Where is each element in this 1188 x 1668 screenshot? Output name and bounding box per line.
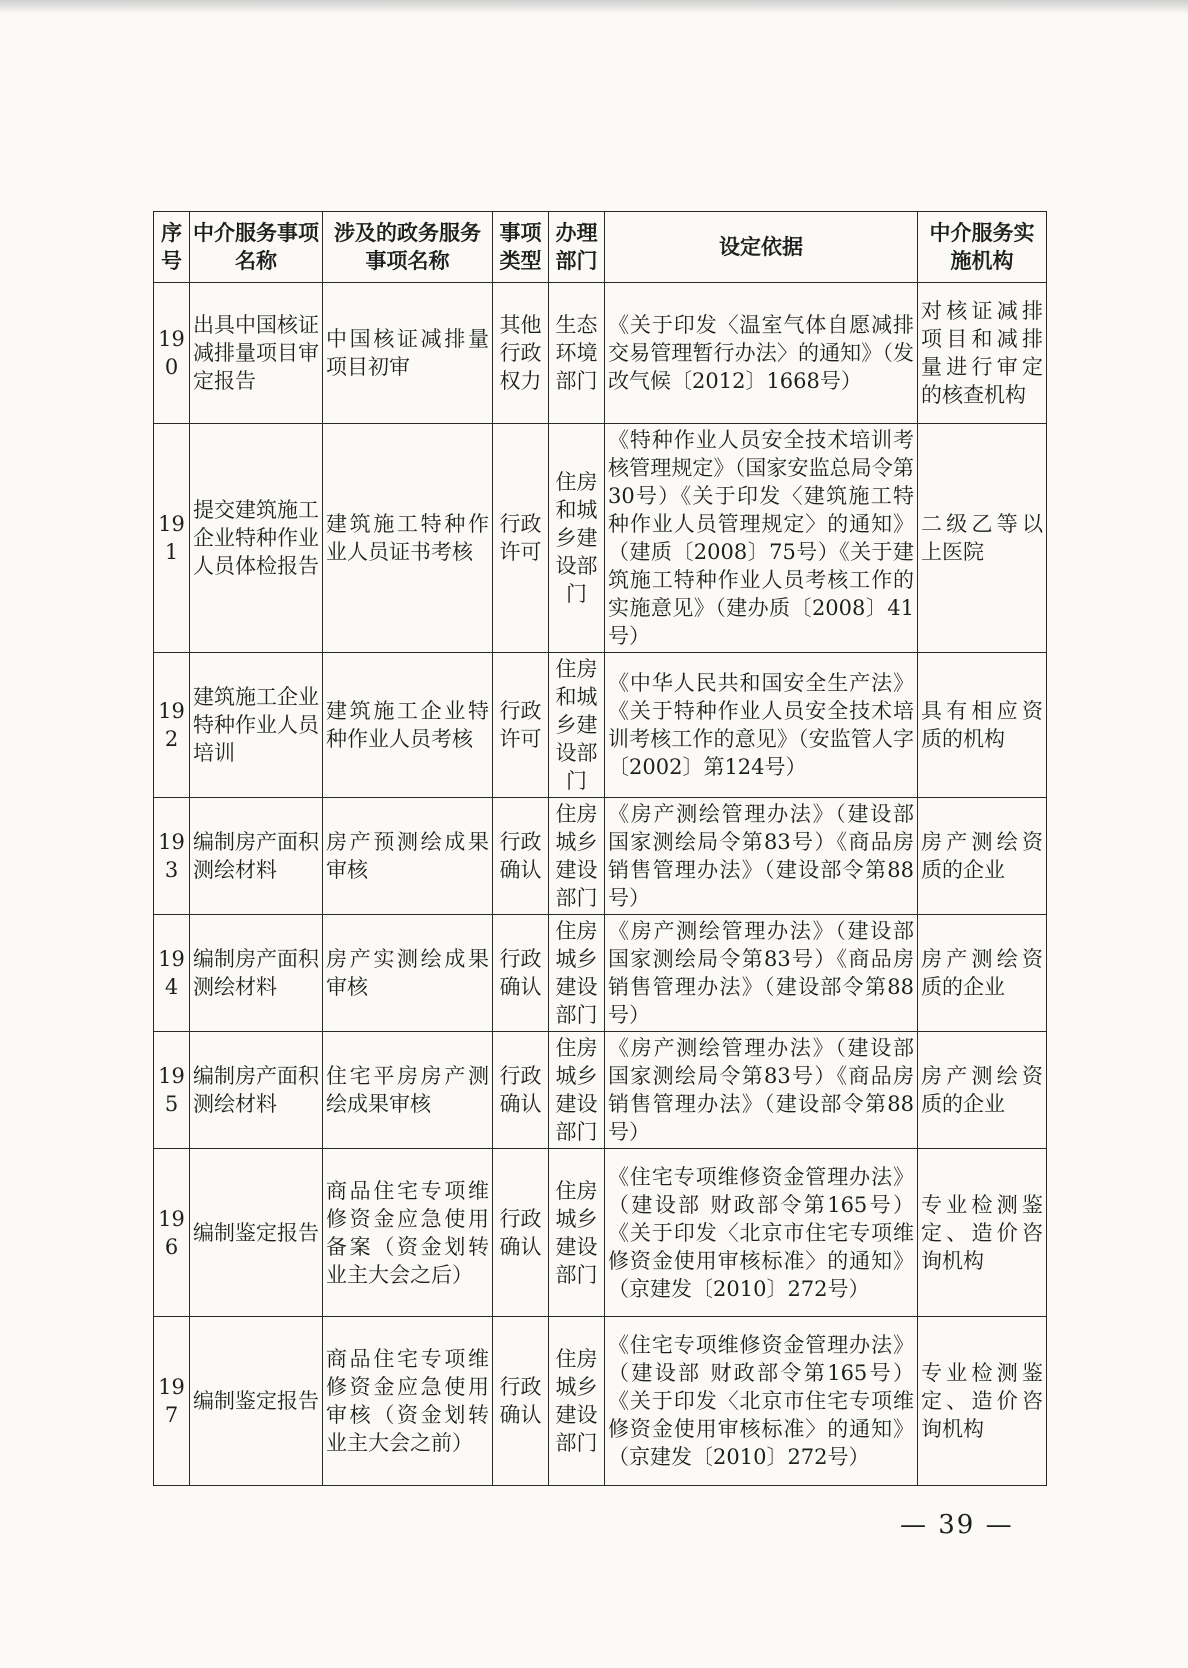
- cell-org: 房产测绘资质的企业: [918, 1032, 1047, 1149]
- cell-no: 190: [154, 283, 190, 424]
- table-row: [154, 1317, 1047, 1486]
- cell-dept: 住房城乡建设部门: [549, 798, 605, 915]
- cell-service: 编制鉴定报告: [190, 1317, 323, 1486]
- cell-basis: 《中华人民共和国安全生产法》《关于特种作业人员安全技术培训考核工作的意见》（安监管人字〔2002〕第124号）: [605, 653, 918, 798]
- cell-dept: 住房城乡建设部门: [549, 1032, 605, 1149]
- cell-basis: 《房产测绘管理办法》（建设部 国家测绘局令第83号）《商品房销售管理办法》（建设部令第88号）: [605, 1032, 918, 1149]
- scan-edge-shadow: [0, 0, 1188, 14]
- cell-org: 专业检测鉴定、造价咨询机构: [918, 1317, 1047, 1486]
- cell-dept: 住房城乡建设部门: [549, 1149, 605, 1317]
- cell-type: 行政确认: [493, 1149, 549, 1317]
- cell-no: 197: [154, 1317, 190, 1486]
- cell-org: 专业检测鉴定、造价咨询机构: [918, 1149, 1047, 1317]
- cell-basis: 《关于印发〈温室气体自愿减排交易管理暂行办法〉的通知》（发改气候〔2012〕1668号）: [605, 283, 918, 424]
- cell-service: 编制鉴定报告: [190, 1149, 323, 1317]
- table-row: [154, 653, 1047, 798]
- cell-gov-service: 住宅平房房产测绘成果审核: [323, 1032, 493, 1149]
- cell-type: 行政确认: [493, 798, 549, 915]
- cell-type: 行政许可: [493, 653, 549, 798]
- cell-service: 出具中国核证减排量项目审定报告: [190, 283, 323, 424]
- cell-gov-service: 商品住宅专项维修资金应急使用备案（资金划转业主大会之后）: [323, 1149, 493, 1317]
- cell-gov-service: 建筑施工特种作业人员证书考核: [323, 424, 493, 653]
- cell-service: 编制房产面积测绘材料: [190, 1032, 323, 1149]
- cell-gov-service: 建筑施工企业特种作业人员考核: [323, 653, 493, 798]
- cell-basis: 《房产测绘管理办法》（建设部 国家测绘局令第83号）《商品房销售管理办法》（建设部令第88号）: [605, 915, 918, 1032]
- table-row: [154, 1149, 1047, 1317]
- cell-dept: 住房城乡建设部门: [549, 915, 605, 1032]
- cell-no: 191: [154, 424, 190, 653]
- cell-type: 行政确认: [493, 915, 549, 1032]
- cell-dept: 住房和城乡建设部门: [549, 424, 605, 653]
- cell-no: 195: [154, 1032, 190, 1149]
- cell-basis: 《住宅专项维修资金管理办法》（建设部 财政部令第165号）《关于印发〈北京市住宅专项维修资金使用审核标准〉的通知》（京建发〔2010〕272号）: [605, 1317, 918, 1486]
- cell-type: 行政确认: [493, 1317, 549, 1486]
- cell-service: 编制房产面积测绘材料: [190, 798, 323, 915]
- cell-type: 行政许可: [493, 424, 549, 653]
- cell-org: 房产测绘资质的企业: [918, 798, 1047, 915]
- cell-service: 提交建筑施工企业特种作业人员体检报告: [190, 424, 323, 653]
- cell-org: 房产测绘资质的企业: [918, 915, 1047, 1032]
- cell-org: 具有相应资质的机构: [918, 653, 1047, 798]
- cell-no: 192: [154, 653, 190, 798]
- cell-gov-service: 房产实测绘成果审核: [323, 915, 493, 1032]
- table-row: [154, 283, 1047, 424]
- page-number: — 39 —: [900, 1510, 1014, 1540]
- header-gov-service: 涉及的政务服务事项名称: [323, 212, 493, 283]
- table-header-row: [154, 212, 1047, 283]
- cell-service: 编制房产面积测绘材料: [190, 915, 323, 1032]
- cell-gov-service: 商品住宅专项维修资金应急使用审核（资金划转业主大会之前）: [323, 1317, 493, 1486]
- header-org: 中介服务实施机构: [918, 212, 1047, 283]
- header-service: 中介服务事项名称: [190, 212, 323, 283]
- intermediary-services-table: [153, 211, 1047, 1486]
- cell-no: 194: [154, 915, 190, 1032]
- header-no: 序号: [154, 212, 190, 283]
- cell-no: 196: [154, 1149, 190, 1317]
- cell-org: 二级乙等以上医院: [918, 424, 1047, 653]
- cell-gov-service: 房产预测绘成果审核: [323, 798, 493, 915]
- cell-no: 193: [154, 798, 190, 915]
- cell-dept: 生态环境部门: [549, 283, 605, 424]
- header-dept: 办理部门: [549, 212, 605, 283]
- cell-basis: 《住宅专项维修资金管理办法》（建设部 财政部令第165号）《关于印发〈北京市住宅专项维修资金使用审核标准〉的通知》（京建发〔2010〕272号）: [605, 1149, 918, 1317]
- cell-basis: 《特种作业人员安全技术培训考核管理规定》（国家安监总局令第30号）《关于印发〈建筑施工特种作业人员管理规定〉的通知》（建质〔2008〕75号）《关于建筑施工特种作业人员考核工作的实施意见》（建办质〔2008〕41号）: [605, 424, 918, 653]
- table-row: [154, 798, 1047, 915]
- header-type: 事项类型: [493, 212, 549, 283]
- cell-type: 行政确认: [493, 1032, 549, 1149]
- cell-service: 建筑施工企业特种作业人员培训: [190, 653, 323, 798]
- cell-gov-service: 中国核证减排量项目初审: [323, 283, 493, 424]
- cell-dept: 住房城乡建设部门: [549, 1317, 605, 1486]
- cell-org: 对核证减排项目和减排量进行审定的核查机构: [918, 283, 1047, 424]
- table-row: [154, 424, 1047, 653]
- cell-basis: 《房产测绘管理办法》（建设部 国家测绘局令第83号）《商品房销售管理办法》（建设部令第88号）: [605, 798, 918, 915]
- header-basis: 设定依据: [605, 212, 918, 283]
- table-row: [154, 915, 1047, 1032]
- cell-type: 其他行政权力: [493, 283, 549, 424]
- table-row: [154, 1032, 1047, 1149]
- cell-dept: 住房和城乡建设部门: [549, 653, 605, 798]
